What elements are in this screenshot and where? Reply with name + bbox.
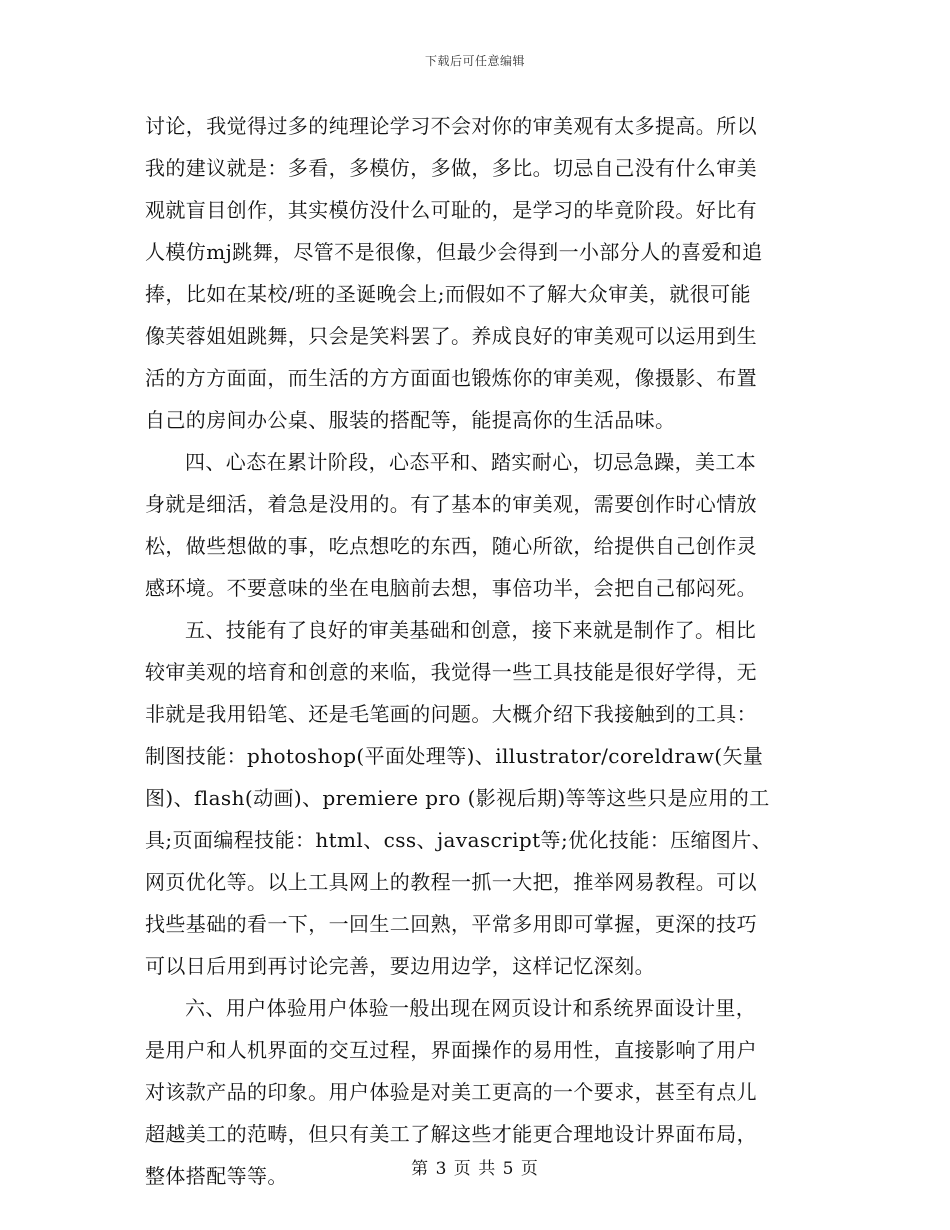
paragraph-start-line: 五、技能有了良好的审美基础和创意，接下来就是制作了。相比 xyxy=(185,618,757,642)
page-number: 第 3 页 共 5 页 xyxy=(411,1159,539,1179)
paragraph-start-line: 四、心态在累计阶段，心态平和、踏实耐心，切忌急躁，美工本 xyxy=(185,450,757,474)
text-line: 超越美工的范畴，但只有美工了解这些才能更合理地设计界面布局， xyxy=(145,1122,757,1146)
text-line: 自己的房间办公桌、服装的搭配等，能提高你的生活品味。 xyxy=(145,408,676,432)
text-line: 非就是我用铅笔、还是毛笔画的问题。大概介绍下我接触到的工具： xyxy=(145,702,757,726)
text-line: 像芙蓉姐姐跳舞，只会是笑料罢了。养成良好的审美观可以运用到生 xyxy=(145,324,757,348)
text-line: 整体搭配等等。 xyxy=(145,1164,288,1188)
text-line: 找些基础的看一下，一回生二回熟，平常多用即可掌握，更深的技巧 xyxy=(145,912,757,936)
text-line: 是用户和人机界面的交互过程，界面操作的易用性，直接影响了用户 xyxy=(145,1038,757,1062)
page-header-note: 下载后可任意编辑 xyxy=(424,54,525,68)
document-body xyxy=(145,105,805,1197)
text-line: 讨论，我觉得过多的纯理论学习不会对你的审美观有太多提高。所以 xyxy=(145,114,757,138)
text-line: 捧，比如在某校/班的圣诞晚会上;而假如不了解大众审美，就很可能 xyxy=(145,282,751,306)
text-line: 图)、flash(动画)、premiere pro (影视后期)等等这些只是应用的工 xyxy=(145,786,770,810)
text-line: 较审美观的培育和创意的来临，我觉得一些工具技能是很好学得，无 xyxy=(145,660,757,684)
text-line: 感环境。不要意味的坐在电脑前去想，事倍功半，会把自己郁闷死。 xyxy=(145,576,757,600)
text-line: 身就是细活，着急是没用的。有了基本的审美观，需要创作时心情放 xyxy=(145,492,757,516)
text-line: 人模仿mj跳舞，尽管不是很像，但最少会得到一小部分人的喜爱和追 xyxy=(145,240,763,264)
text-line: 活的方方面面，而生活的方方面面也锻炼你的审美观，像摄影、布置 xyxy=(145,366,757,390)
text-line: 观就盲目创作，其实模仿没什么可耻的，是学习的毕竟阶段。好比有 xyxy=(145,198,757,222)
text-line: 具;页面编程技能：html、css、javascript等;优化技能：压缩图片、 xyxy=(145,828,773,852)
text-line: 网页优化等。以上工具网上的教程一抓一大把，推举网易教程。可以 xyxy=(145,870,757,894)
text-line: 我的建议就是：多看，多模仿，多做，多比。切忌自己没有什么审美 xyxy=(145,156,757,180)
text-line: 可以日后用到再讨论完善，要边用边学，这样记忆深刻。 xyxy=(145,954,655,978)
text-line: 对该款产品的印象。用户体验是对美工更高的一个要求，甚至有点儿 xyxy=(145,1080,757,1104)
paragraph-start-line: 六、用户体验用户体验一般出现在网页设计和系统界面设计里， xyxy=(185,996,757,1020)
text-line: 松，做些想做的事，吃点想吃的东西，随心所欲，给提供自己创作灵 xyxy=(145,534,757,558)
text-line: 制图技能：photoshop(平面处理等)、illustrator/coreldraw(矢量 xyxy=(145,744,764,768)
